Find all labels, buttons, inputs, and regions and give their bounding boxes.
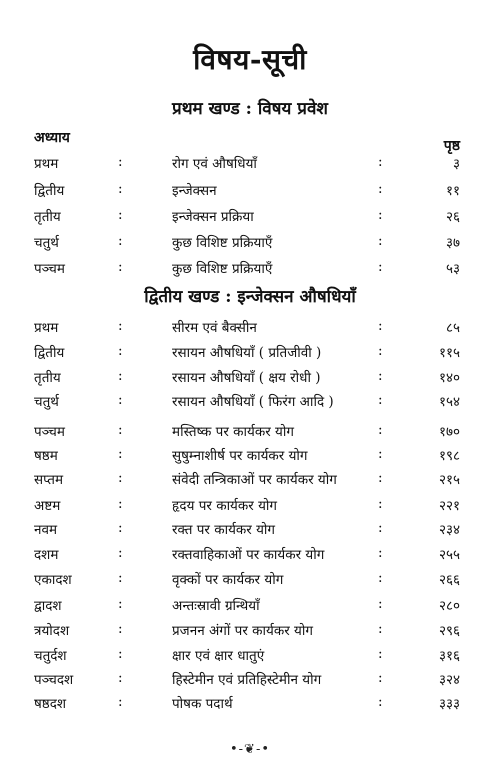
page-number: ३३३ xyxy=(438,696,460,712)
chapter-title: संवेदी तन्त्रिकाओं पर कार्यकर योग xyxy=(172,472,337,488)
chapter-title: कुछ विशिष्ट प्रक्रियाएँ xyxy=(172,261,273,277)
column-header-page: पृष्ठ xyxy=(443,138,460,154)
separator-colon: : xyxy=(378,670,383,686)
page-number: १७० xyxy=(438,424,460,440)
chapter-name: द्वादश xyxy=(34,598,62,614)
contents-row xyxy=(0,154,500,176)
separator-colon: : xyxy=(118,520,123,536)
separator-colon: : xyxy=(378,470,383,486)
chapter-title: सीरम एवं बैक्सीन xyxy=(172,320,257,336)
separator-colon: : xyxy=(378,207,383,223)
page-number: २५५ xyxy=(438,547,460,563)
contents-row xyxy=(0,207,500,229)
chapter-title: पोषक पदार्थ xyxy=(172,696,233,712)
page-number: ३७ xyxy=(445,235,460,251)
separator-colon: : xyxy=(378,570,383,586)
contents-row xyxy=(0,259,500,281)
page-number: ३ xyxy=(452,156,460,172)
separator-colon: : xyxy=(378,343,383,359)
contents-row xyxy=(0,596,500,618)
chapter-name: पञ्चदश xyxy=(34,672,74,688)
chapter-title: इन्जेक्सन xyxy=(172,183,217,199)
separator-colon: : xyxy=(118,207,123,223)
separator-colon: : xyxy=(118,154,123,170)
separator-colon: : xyxy=(378,545,383,561)
separator-colon: : xyxy=(118,670,123,686)
separator-colon: : xyxy=(118,621,123,637)
chapter-name: पञ्चम xyxy=(34,424,65,440)
chapter-name: त्रयोदश xyxy=(34,623,70,639)
page-number: २६ xyxy=(445,209,460,225)
chapter-name: एकादश xyxy=(34,572,72,588)
separator-colon: : xyxy=(118,446,123,462)
separator-colon: : xyxy=(378,520,383,536)
chapter-title: हृदय पर कार्यकर योग xyxy=(172,498,277,514)
part2-heading: द्वितीय खण्ड : इन्जेक्सन औषधियाँ xyxy=(144,287,356,307)
contents-row xyxy=(0,368,500,390)
chapter-title: कुछ विशिष्ट प्रक्रियाएँ xyxy=(172,235,273,251)
chapter-name: षष्ठदश xyxy=(34,696,67,712)
separator-colon: : xyxy=(378,596,383,612)
chapter-title: इन्जेक्सन प्रक्रिया xyxy=(172,209,254,225)
separator-colon: : xyxy=(378,259,383,275)
separator-colon: : xyxy=(378,368,383,384)
page-number: ५३ xyxy=(445,261,460,277)
chapter-title: रोग एवं औषधियाँ xyxy=(172,156,257,172)
chapter-name: षष्ठम xyxy=(34,448,58,464)
separator-colon: : xyxy=(378,422,383,438)
chapter-name: प्रथम xyxy=(34,320,59,336)
separator-colon: : xyxy=(378,446,383,462)
page-number: २८० xyxy=(438,598,460,614)
page-number: २३४ xyxy=(438,522,460,538)
chapter-name: द्वितीय xyxy=(34,345,65,361)
separator-colon: : xyxy=(118,470,123,486)
chapter-title: मस्तिष्क पर कार्यकर योग xyxy=(172,424,294,440)
contents-row xyxy=(0,318,500,340)
separator-colon: : xyxy=(118,368,123,384)
page-title: विषय-सूची xyxy=(193,43,307,76)
chapter-name: द्वितीय xyxy=(34,183,65,199)
page-number: २१५ xyxy=(438,472,460,488)
contents-row xyxy=(0,392,500,414)
page-number: १९८ xyxy=(438,448,460,464)
separator-colon: : xyxy=(378,154,383,170)
chapter-name: प्रथम xyxy=(34,156,59,172)
page-number: १५४ xyxy=(438,394,460,410)
chapter-name: दशम xyxy=(34,547,59,563)
contents-row xyxy=(0,343,500,365)
ornament-divider: •-❦-• xyxy=(229,742,270,757)
contents-row xyxy=(0,470,500,492)
page-number: २६६ xyxy=(438,572,460,588)
chapter-name: सप्तम xyxy=(34,472,64,488)
chapter-title: अन्तःस्रावी ग्रन्थियाँ xyxy=(172,598,260,614)
contents-row xyxy=(0,621,500,643)
separator-colon: : xyxy=(378,233,383,249)
contents-row xyxy=(0,670,500,692)
separator-colon: : xyxy=(118,496,123,512)
page-number: ११ xyxy=(445,183,460,199)
chapter-name: तृतीय xyxy=(34,370,61,386)
chapter-name: चतुर्थ xyxy=(34,235,59,251)
separator-colon: : xyxy=(378,496,383,512)
part1-heading: प्रथम खण्ड : विषय प्रवेश xyxy=(172,99,328,119)
separator-colon: : xyxy=(378,181,383,197)
chapter-title: रसायन औषधियाँ ( फिरंग आदि ) xyxy=(172,394,334,410)
chapter-title: क्षार एवं क्षार धातुएं xyxy=(172,648,265,664)
contents-row xyxy=(0,545,500,567)
separator-colon: : xyxy=(118,545,123,561)
chapter-title: रसायन औषधियाँ ( क्षय रोधी ) xyxy=(172,370,321,386)
chapter-title: प्रजनन अंगों पर कार्यकर योग xyxy=(172,623,313,639)
chapter-name: अष्टम xyxy=(34,498,61,514)
separator-colon: : xyxy=(118,646,123,662)
page-number: ३१६ xyxy=(438,648,460,664)
contents-row xyxy=(0,181,500,203)
contents-row xyxy=(0,422,500,444)
chapter-name: तृतीय xyxy=(34,209,61,225)
page-number: २२१ xyxy=(438,498,460,514)
chapter-title: रक्त पर कार्यकर योग xyxy=(172,522,276,538)
separator-colon: : xyxy=(118,181,123,197)
contents-row xyxy=(0,233,500,255)
separator-colon: : xyxy=(378,318,383,334)
page-number: ३२४ xyxy=(438,672,460,688)
contents-row xyxy=(0,446,500,468)
separator-colon: : xyxy=(118,694,123,710)
contents-row xyxy=(0,694,500,716)
separator-colon: : xyxy=(378,646,383,662)
separator-colon: : xyxy=(378,621,383,637)
separator-colon: : xyxy=(118,259,123,275)
page-number: ११५ xyxy=(438,345,460,361)
separator-colon: : xyxy=(118,318,123,334)
chapter-title: सुषुम्नाशीर्ष पर कार्यकर योग xyxy=(172,448,308,464)
chapter-title: रसायन औषधियाँ ( प्रतिजीवी ) xyxy=(172,345,322,361)
page-number: २९६ xyxy=(438,623,460,639)
chapter-name: चतुर्थ xyxy=(34,394,59,410)
separator-colon: : xyxy=(378,392,383,408)
chapter-title: हिस्टेमीन एवं प्रतिहिस्टेमीन योग xyxy=(172,672,322,688)
separator-colon: : xyxy=(118,570,123,586)
column-header-chapter: अध्याय xyxy=(34,130,70,146)
separator-colon: : xyxy=(378,694,383,710)
chapter-name: पञ्चम xyxy=(34,261,65,277)
contents-row xyxy=(0,496,500,518)
separator-colon: : xyxy=(118,392,123,408)
separator-colon: : xyxy=(118,596,123,612)
page-number: १४० xyxy=(438,370,460,386)
chapter-name: चतुर्दश xyxy=(34,648,67,664)
contents-row xyxy=(0,646,500,668)
separator-colon: : xyxy=(118,343,123,359)
chapter-title: वृक्कों पर कार्यकर योग xyxy=(172,572,284,588)
chapter-name: नवम xyxy=(34,522,58,538)
chapter-title: रक्तवाहिकाओं पर कार्यकर योग xyxy=(172,547,325,563)
contents-row xyxy=(0,520,500,542)
separator-colon: : xyxy=(118,233,123,249)
contents-row xyxy=(0,570,500,592)
separator-colon: : xyxy=(118,422,123,438)
page-number: ८५ xyxy=(445,320,460,336)
